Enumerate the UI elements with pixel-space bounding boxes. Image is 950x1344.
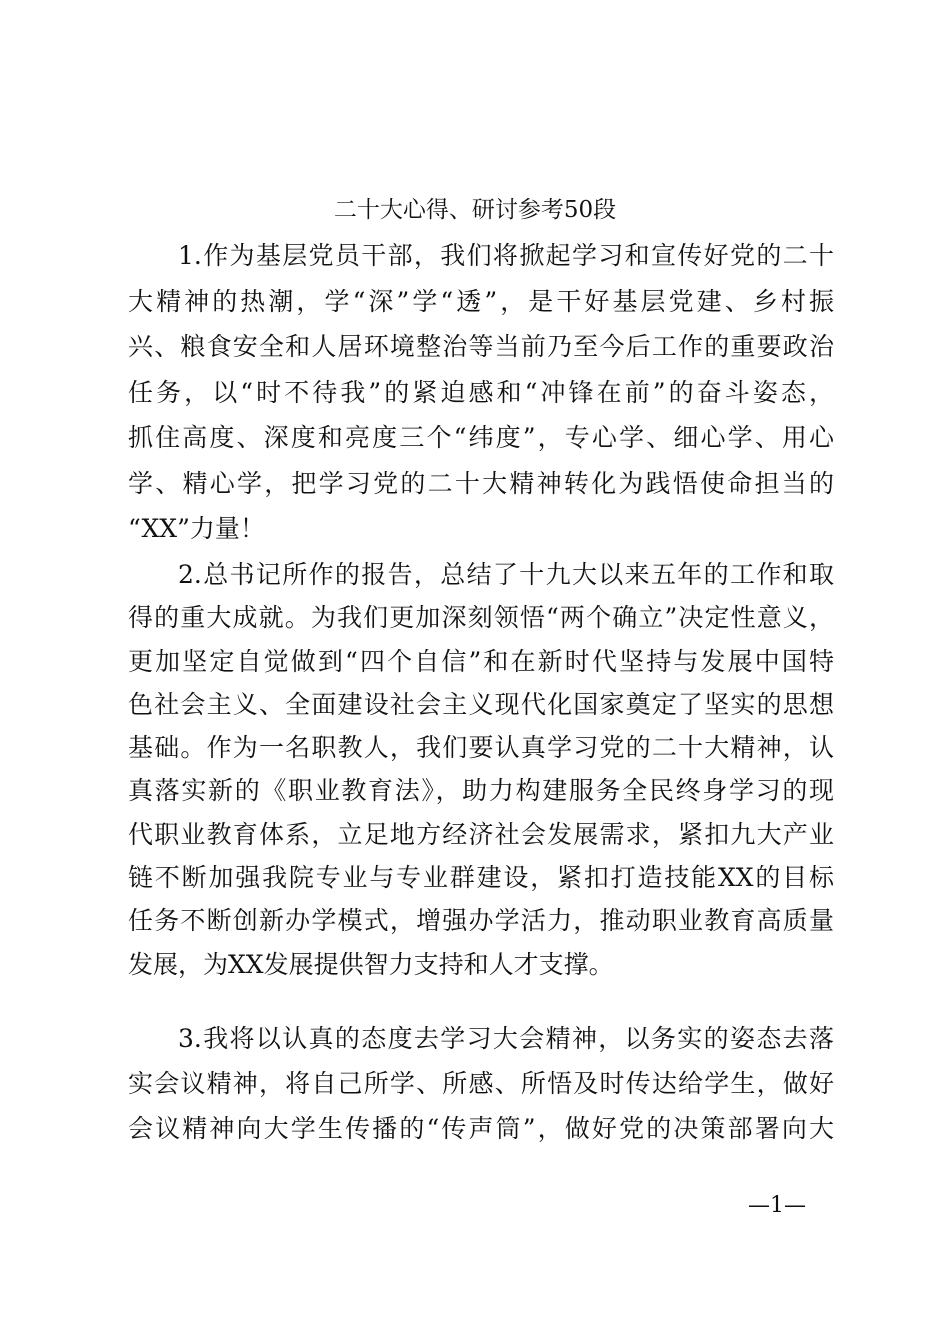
text-line: 1.作为基层党员干部，我们将掀起学习和宣传好党的二十 [178,241,834,270]
paragraph-1 [128,233,834,552]
text-line: 真落实新的《职业教育法》，助力构建服务全民终身学习的现 [128,776,834,806]
text-line: 2.总书记所作的报告，总结了十九大以来五年的工作和取 [178,560,834,589]
text-line: 色社会主义、全面建设社会主义现代化国家奠定了坚实的思想 [128,689,834,719]
text-line: 任务，以“时不待我”的紧迫感和“冲锋在前”的奋斗姿态， [128,377,834,407]
text-line: 发展，为XX发展提供智力支持和人才支撑。 [128,949,614,979]
text-line: 更加坚定自觉做到“四个自信”和在新时代坚持与发展中国特 [128,646,834,676]
text-line: “XX”力量！ [128,514,265,543]
text-line: 抓住高度、深度和亮度三个“纬度”，专心学、细心学、用心 [128,423,834,452]
text-line: 大精神的热潮，学“深”学“透”，是干好基层党建、乡村振 [128,286,834,316]
text-line: 实会议精神，将自己所学、所感、所悟及时传达给学生，做好 [128,1069,834,1098]
text-line: 任务不断创新办学模式，增强办学活力，推动职业教育高质量 [128,906,834,936]
text-line: 链不断加强我院专业与专业群建设，紧扣打造技能XX的目标 [128,863,834,893]
page-number: —1— [748,1193,806,1218]
text-line: 基础。作为一名职教人，我们要认真学习党的二十大精神，认 [128,733,834,763]
text-line: 兴、粮食安全和人居环境整治等当前乃至今后工作的重要政治 [128,332,834,361]
text-line: 会议精神向大学生传播的“传声筒”，做好党的决策部署向大 [128,1114,834,1143]
text-line: 学、精心学，把学习党的二十大精神转化为践悟使命担当的 [128,468,834,498]
paragraph-3 [128,1016,834,1151]
text-line: 代职业教育体系，立足地方经济社会发展需求，紧扣九大产业 [128,819,834,849]
text-line: 得的重大成就。为我们更加深刻领悟“两个确立”决定性意义， [128,603,834,633]
paragraph-2 [128,553,834,986]
document-title: 二十大心得、研讨参考50段 [333,197,617,223]
text-line: 3.我将以认真的态度去学习大会精神，以务实的姿态去落 [178,1024,834,1053]
